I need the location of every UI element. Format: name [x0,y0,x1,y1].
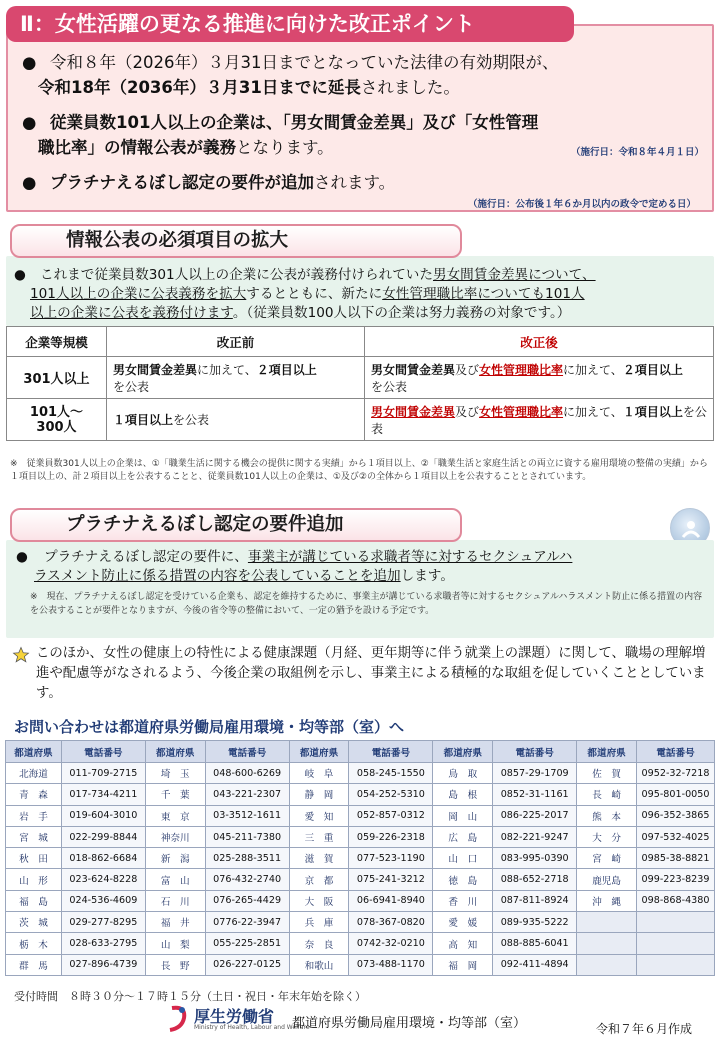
table-row [6,784,715,805]
prefecture-cell: 宮 崎 [577,848,637,869]
star-icon [12,646,32,666]
phone-cell: 023-624-8228 [61,869,145,890]
section-b-paragraph [14,266,710,323]
prefecture-cell: 滋 賀 [289,848,349,869]
header-phone: 電話番号 [349,741,433,763]
bullet-2 [22,110,712,160]
size-101-l1: 101人～ [29,404,84,420]
phone-cell: 055-225-2851 [205,933,289,954]
table-row [6,954,715,975]
phone-cell: 024-536-4609 [61,890,145,911]
table-row [7,399,714,441]
t-a3: 女性管理職比率 [479,362,564,377]
prefecture-cell: 福 井 [145,912,205,933]
phone-cell: 029-277-8295 [61,912,145,933]
para-c-2a: ラスメント防止に係る措置の内容を公表していることを追加 [34,568,401,584]
enforcement-note-2: （施行日：公布後１年６か月以内の政令で定める日） [467,199,696,210]
phone-cell: 0985-38-8821 [637,848,715,869]
prefecture-cell: 青 森 [6,784,62,805]
prefecture-cell: 茨 城 [6,912,62,933]
empty-cell [577,933,637,954]
bullet-1-rest: されました。 [360,78,460,97]
prefecture-cell: 山 形 [6,869,62,890]
prefecture-cell: 兵 庫 [289,912,349,933]
after-301 [365,357,714,399]
phone-cell: 092-411-4894 [493,954,577,975]
phone-cell: 076-265-4429 [205,890,289,911]
empty-cell [637,933,715,954]
header-phone: 電話番号 [637,741,715,763]
bullet-1 [22,50,712,100]
phone-cell: 06-6941-8940 [349,890,433,911]
prefecture-cell: 島 根 [433,784,493,805]
header-prefecture: 都道府県 [577,741,637,763]
prefecture-cell: 京 都 [289,869,349,890]
th-size: 企業等規模 [7,327,107,357]
phone-cell: 0742-32-0210 [349,933,433,954]
phone-cell: 011-709-2715 [61,763,145,784]
phone-cell: 073-488-1170 [349,954,433,975]
phone-cell: 025-288-3511 [205,848,289,869]
t-b2: に加えて、 [197,362,257,377]
prefecture-cell: 三 重 [289,826,349,847]
disclosure-table [6,326,714,441]
prefecture-cell: 奈 良 [289,933,349,954]
phone-cell: 059-226-2318 [349,826,433,847]
phone-cell: 019-604-3010 [61,805,145,826]
prefecture-cell: 山 口 [433,848,493,869]
size-101 [7,399,107,441]
prefecture-cell: 神奈川 [145,826,205,847]
before-101 [107,399,365,441]
phone-cell: 058-245-1550 [349,763,433,784]
phone-cell: 045-211-7380 [205,826,289,847]
prefecture-cell: 和歌山 [289,954,349,975]
prefecture-cell: 沖 縄 [577,890,637,911]
prefecture-cell: 大 阪 [289,890,349,911]
para-b-2c: 女性管理職比率についても101人 [382,286,585,302]
bullet-2-rest: となります。 [236,138,334,157]
table-row [7,357,714,399]
t-d2: 及び [455,404,480,419]
header-phone: 電話番号 [205,741,289,763]
header-prefecture: 都道府県 [145,741,205,763]
phone-cell: 096-352-3865 [637,805,715,826]
prefecture-cell: 徳 島 [433,869,493,890]
prefecture-cell: 岩 手 [6,805,62,826]
bullet-icon: ● [14,267,26,283]
section-a-title: Ⅱ：女性活躍の更なる推進に向けた改正ポイント [6,6,574,42]
contact-header-row [6,741,715,763]
phone-cell: 077-523-1190 [349,848,433,869]
prefecture-cell: 岡 山 [433,805,493,826]
phone-cell: 043-221-2307 [205,784,289,805]
prefecture-cell: 岐 阜 [289,763,349,784]
prefecture-cell: 高 知 [433,933,493,954]
bullet-2-line1: 従業員数101人以上の企業は、「男女間賃金差異」及び「女性管理 [50,113,539,132]
prefecture-cell: 長 野 [145,954,205,975]
phone-cell: 089-935-5222 [493,912,577,933]
phone-cell: 086-225-2017 [493,805,577,826]
phone-cell: 018-862-6684 [61,848,145,869]
t-d4: に加えて、 [563,404,623,419]
t-d1: 男女間賃金差異 [371,404,456,419]
bullet-3-bold: プラチナえるぼし認定の要件が追加 [50,173,314,192]
para-b-2b: するとともに、新たに [246,286,383,302]
table-row [6,848,715,869]
header-prefecture: 都道府県 [433,741,493,763]
phone-cell: 0776-22-3947 [205,912,289,933]
header-phone: 電話番号 [61,741,145,763]
prefecture-cell: 長 崎 [577,784,637,805]
after-101 [365,399,714,441]
phone-cell: 087-811-8924 [493,890,577,911]
table-row [6,826,715,847]
mhlw-logo-sub: Ministry of Health, Labour and Welfare [194,1024,310,1031]
t-d6: を公表 [371,404,707,436]
bullet-icon: ● [22,173,37,192]
prefecture-cell: 東 京 [145,805,205,826]
section-c-note: ※ 現在、プラチナえるぼし認定を受けている企業も、認定を維持するために、事業主が講じている求職者等に対するセクシュアルハラスメント防止に係る措置の内容を公表することが要件となりますが、今後の省令等の整備において、一定の猶予を設ける予定です。 [30,592,703,616]
t-c1: １項目以上 [113,413,174,427]
phone-cell: 099-223-8239 [637,869,715,890]
phone-cell: 088-885-6041 [493,933,577,954]
table-row [6,763,715,784]
phone-cell: 078-367-0820 [349,912,433,933]
phone-cell: 0857-29-1709 [493,763,577,784]
prefecture-cell: 秋 田 [6,848,62,869]
prefecture-cell: 栃 木 [6,933,62,954]
para-b-3a: 以上の企業に公表を義務付けます [30,305,233,321]
t-a5: ２項目以上 [622,362,683,377]
bullet-3-rest: されます。 [314,173,396,192]
phone-cell: 095-801-0050 [637,784,715,805]
table-row [6,869,715,890]
phone-cell: 017-734-4211 [61,784,145,805]
star-paragraph: このほか、女性の健康上の特性による健康課題（月経、更年期等に伴う就業上の課題）に関して、職場の理解増進や配慮等がなされるよう、今後企業の取組例を示し、事業主による積極的な取組を促していくこととしています。 [36,646,706,701]
mhlw-logo-icon [166,1004,194,1034]
t-a2: 及び [455,362,480,377]
prefecture-cell: 福 岡 [433,954,493,975]
empty-cell [577,954,637,975]
header-phone: 電話番号 [493,741,577,763]
prefecture-cell: 広 島 [433,826,493,847]
phone-cell: 026-227-0125 [205,954,289,975]
phone-cell: 076-432-2740 [205,869,289,890]
phone-cell: 048-600-6269 [205,763,289,784]
header-prefecture: 都道府県 [6,741,62,763]
reception-hours: 受付時間 ８時３０分～１７時１５分（土日・祝日・年末年始を除く） [14,990,366,1003]
footer-dept: 都道府県労働局雇用環境・均等部（室） [292,1016,527,1031]
size-301: 301人以上 [7,357,107,399]
mhlw-logo-text: 厚生労働省 [194,1007,275,1026]
prefecture-cell: 熊 本 [577,805,637,826]
t-b4: を公表 [113,379,150,394]
phone-cell: 028-633-2795 [61,933,145,954]
footer-date: 令和７年６月作成 [596,1022,693,1036]
contact-table [5,740,715,976]
phone-cell: 052-857-0312 [349,805,433,826]
prefecture-cell: 山 梨 [145,933,205,954]
para-c-1b: 事業主が講じている求職者等に対するセクシュアルハ [247,549,573,565]
bullet-icon: ● [22,113,37,132]
prefecture-cell: 鹿児島 [577,869,637,890]
empty-cell [637,954,715,975]
prefecture-cell: 群 馬 [6,954,62,975]
para-b-1a: これまで従業員数301人以上の企業に公表が義務付けられていた [40,267,433,283]
empty-cell [637,912,715,933]
phone-cell: 097-532-4025 [637,826,715,847]
footnote-b: ※ 従業員数301人以上の企業は、①「職業生活に関する機会の提供に関する実績」から１項目以上、②「職業生活と家庭生活との両立に資する雇用環境の整備の実績」から１項目以上の、計２項目以上を公表することと、従業員数101人以上の企業は、①及び②の全体から１項目以上を公表することとされています。 [10,459,708,482]
phone-cell: 03-3512-1611 [205,805,289,826]
phone-cell: 075-241-3212 [349,869,433,890]
t-b3: ２項目以上 [256,362,317,377]
empty-cell [577,912,637,933]
table-row [6,890,715,911]
bullet-3 [22,170,712,217]
t-b1: 男女間賃金差異 [113,362,198,377]
para-c-1a: プラチナえるぼし認定の要件に、 [44,549,248,565]
para-c-2b: します。 [400,568,454,584]
prefecture-cell: 愛 知 [289,805,349,826]
para-b-3b: 。（従業員数100人以下の企業は努力義務の対象です。） [232,305,571,321]
phone-cell: 022-299-8844 [61,826,145,847]
t-a1: 男女間賃金差異 [371,362,456,377]
para-b-2a: 101人以上の企業に公表義務を拡大 [30,286,247,302]
enforcement-note-1: （施行日：令和８年４月１日） [570,147,704,158]
contact-title: お問い合わせは都道府県労働局雇用環境・均等部（室）へ [14,718,405,736]
phone-cell: 088-652-2718 [493,869,577,890]
bullet-1-line1: 令和８年（2026年）３月31日までとなっていた法律の有効期限が、 [50,53,559,72]
before-301 [107,357,365,399]
prefecture-cell: 千 葉 [145,784,205,805]
prefecture-cell: 富 山 [145,869,205,890]
table-row [6,933,715,954]
para-b-1b: 男女間賃金差異について、 [432,267,596,283]
extension-date: 令和18年（2036年）３月31日までに延長 [38,78,361,97]
prefecture-cell: 埼 玉 [145,763,205,784]
table-row [6,805,715,826]
prefecture-cell: 北海道 [6,763,62,784]
t-d5: １項目以上 [622,404,683,419]
phone-cell: 083-995-0390 [493,848,577,869]
th-after: 改正後 [365,327,714,357]
bullet-icon: ● [16,549,28,565]
th-before: 改正前 [107,327,365,357]
phone-cell: 054-252-5310 [349,784,433,805]
header-prefecture: 都道府県 [289,741,349,763]
prefecture-cell: 大 分 [577,826,637,847]
prefecture-cell: 石 川 [145,890,205,911]
phone-cell: 082-221-9247 [493,826,577,847]
section-c-paragraph [16,548,710,586]
bullet-2-line2: 職比率」の情報公表が義務 [38,138,236,157]
prefecture-cell: 愛 媛 [433,912,493,933]
section-b-title: 情報公表の必須項目の拡大 [10,224,462,258]
t-a4: に加えて、 [563,362,623,377]
prefecture-cell: 佐 賀 [577,763,637,784]
size-101-l2: 300人 [36,419,77,435]
prefecture-cell: 鳥 取 [433,763,493,784]
t-a6: を公表 [371,379,408,394]
prefecture-cell: 香 川 [433,890,493,911]
table-row [6,912,715,933]
phone-cell: 027-896-4739 [61,954,145,975]
prefecture-cell: 静 岡 [289,784,349,805]
t-d3: 女性管理職比率 [479,404,564,419]
prefecture-cell: 新 潟 [145,848,205,869]
phone-cell: 098-868-4380 [637,890,715,911]
t-c2: を公表 [173,413,210,427]
prefecture-cell: 福 島 [6,890,62,911]
prefecture-cell: 宮 城 [6,826,62,847]
section-c-title: プラチナえるぼし認定の要件追加 [10,508,462,542]
bullet-icon: ● [22,53,37,72]
phone-cell: 0952-32-7218 [637,763,715,784]
phone-cell: 0852-31-1161 [493,784,577,805]
